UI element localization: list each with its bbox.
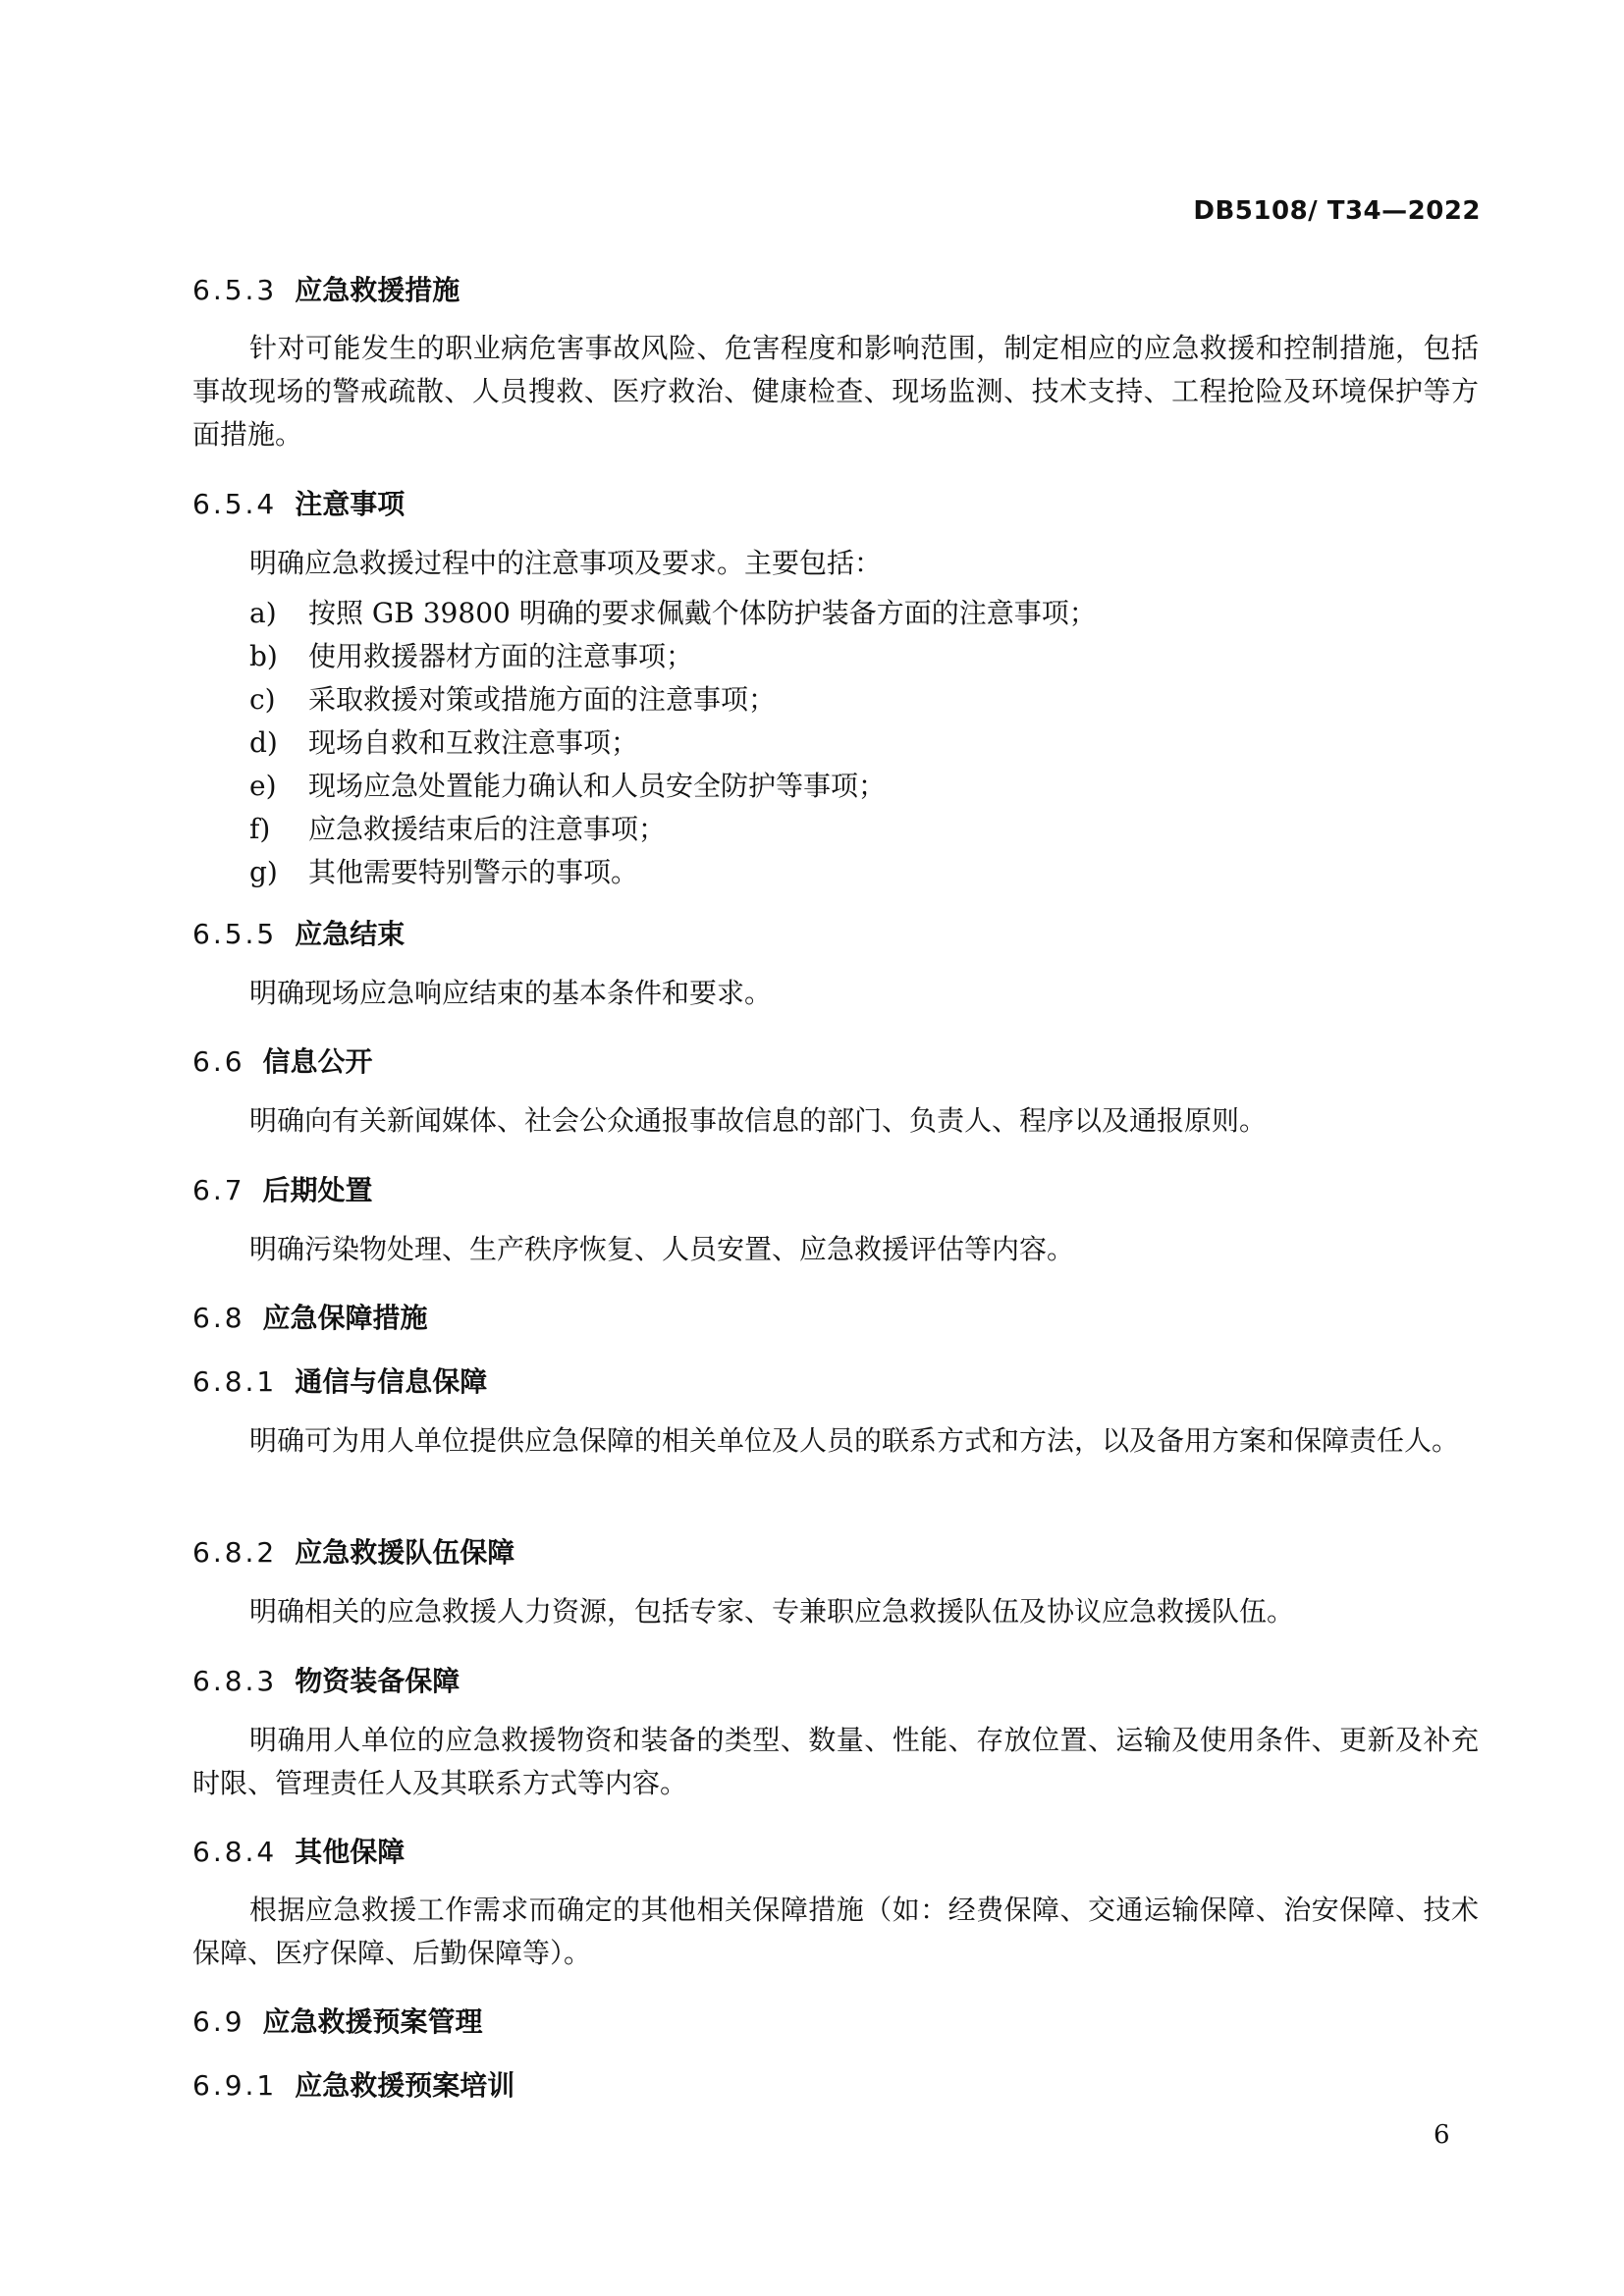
section-6-9-1-heading — [192, 2064, 514, 2104]
list-text: 按照 GB 39800 明确的要求佩戴个体防护装备方面的注意事项； — [308, 597, 1097, 629]
document-code: DB5108/ T34—2022 — [1193, 196, 1481, 226]
section-6-5-4-intro: 明确应急救援过程中的注意事项及要求。主要包括： — [249, 547, 883, 579]
section-number: 6.7 — [192, 1174, 245, 1206]
section-6-7-heading — [192, 1169, 373, 1208]
section-6-5-5-paragraph: 明确现场应急响应结束的基本条件和要求。 — [249, 977, 773, 1009]
section-title: 通信与信息保障 — [295, 1365, 488, 1398]
section-6-8-4-paragraph: 根据应急救援工作需求而确定的其他相关保障措施（如：经费保障、交通运输保障、治安保障、技术保障、医疗保障、后勤保障等）。 — [192, 1894, 1479, 1969]
section-title: 应急救援预案培训 — [295, 2069, 515, 2102]
section-number: 6.9 — [192, 2005, 245, 2038]
list-marker: d) — [249, 726, 278, 759]
section-6-8-1-heading — [192, 1361, 487, 1400]
section-number: 6.8.4 — [192, 1836, 278, 1868]
section-number: 6.8.3 — [192, 1665, 278, 1697]
section-6-8-3-paragraph: 明确用人单位的应急救援物资和装备的类型、数量、性能、存放位置、运输及使用条件、更新及补充时限、管理责任人及其联系方式等内容。 — [192, 1724, 1479, 1799]
list-marker: c) — [249, 683, 276, 716]
section-6-9-heading — [192, 2001, 483, 2040]
section-title: 其他保障 — [295, 1836, 406, 1868]
section-number: 6.8.1 — [192, 1365, 278, 1398]
section-6-5-3-heading — [192, 269, 460, 308]
section-title: 后期处置 — [262, 1174, 373, 1206]
list-text: 采取救援对策或措施方面的注意事项； — [308, 683, 777, 716]
section-6-7-paragraph: 明确污染物处理、生产秩序恢复、人员安置、应急救援评估等内容。 — [249, 1233, 1075, 1265]
section-number: 6.5.4 — [192, 488, 278, 520]
section-6-5-4-heading — [192, 483, 405, 522]
section-title: 注意事项 — [295, 488, 406, 520]
list-marker: f) — [249, 813, 271, 845]
list-text: 其他需要特别警示的事项。 — [308, 856, 639, 888]
list-text: 现场应急处置能力确认和人员安全防护等事项； — [308, 770, 887, 802]
section-6-5-5-heading — [192, 913, 405, 952]
section-number: 6.9.1 — [192, 2069, 278, 2102]
list-item — [249, 592, 1097, 631]
section-6-5-3-paragraph: 针对可能发生的职业病危害事故风险、危害程度和影响范围，制定相应的应急救援和控制措施，包括事故现场的警戒疏散、人员搜救、医疗救治、健康检查、现场监测、技术支持、工程抢险及环境保护等方面措施。 — [192, 332, 1479, 451]
list-marker: e) — [249, 770, 277, 802]
section-number: 6.8.2 — [192, 1536, 278, 1569]
section-6-8-1-paragraph: 明确可为用人单位提供应急保障的相关单位及人员的联系方式和方法，以及备用方案和保障责任人。 — [249, 1424, 1460, 1457]
section-title: 应急救援预案管理 — [262, 2005, 483, 2038]
section-title: 信息公开 — [262, 1045, 373, 1078]
list-text: 现场自救和互救注意事项； — [308, 726, 639, 759]
section-title: 应急保障措施 — [262, 1302, 428, 1334]
list-text: 应急救援结束后的注意事项； — [308, 813, 667, 845]
section-title: 物资装备保障 — [295, 1665, 460, 1697]
page-number: 6 — [1434, 2120, 1450, 2150]
section-6-6-paragraph: 明确向有关新闻媒体、社会公众通报事故信息的部门、负责人、程序以及通报原则。 — [249, 1104, 1268, 1137]
section-title: 应急救援措施 — [295, 274, 460, 306]
section-6-6-heading — [192, 1041, 373, 1080]
list-item — [249, 851, 638, 890]
list-marker: g) — [249, 856, 278, 888]
list-text: 使用救援器材方面的注意事项； — [308, 640, 694, 672]
list-item — [249, 721, 638, 761]
section-6-8-4-heading — [192, 1831, 405, 1870]
list-item — [249, 678, 776, 718]
section-6-8-heading — [192, 1297, 428, 1336]
section-6-8-2-paragraph: 明确相关的应急救援人力资源，包括专家、专兼职应急救援队伍及协议应急救援队伍。 — [249, 1595, 1295, 1628]
list-marker: b) — [249, 640, 278, 672]
section-title: 应急结束 — [295, 918, 406, 950]
list-item — [249, 635, 693, 674]
section-number: 6.6 — [192, 1045, 245, 1078]
list-marker: a) — [249, 597, 277, 629]
section-title: 应急救援队伍保障 — [295, 1536, 515, 1569]
section-number: 6.8 — [192, 1302, 245, 1334]
section-number: 6.5.3 — [192, 274, 278, 306]
list-item — [249, 808, 666, 847]
list-item — [249, 765, 886, 804]
section-number: 6.5.5 — [192, 918, 278, 950]
section-6-8-2-heading — [192, 1531, 514, 1571]
section-6-8-3-heading — [192, 1660, 460, 1699]
